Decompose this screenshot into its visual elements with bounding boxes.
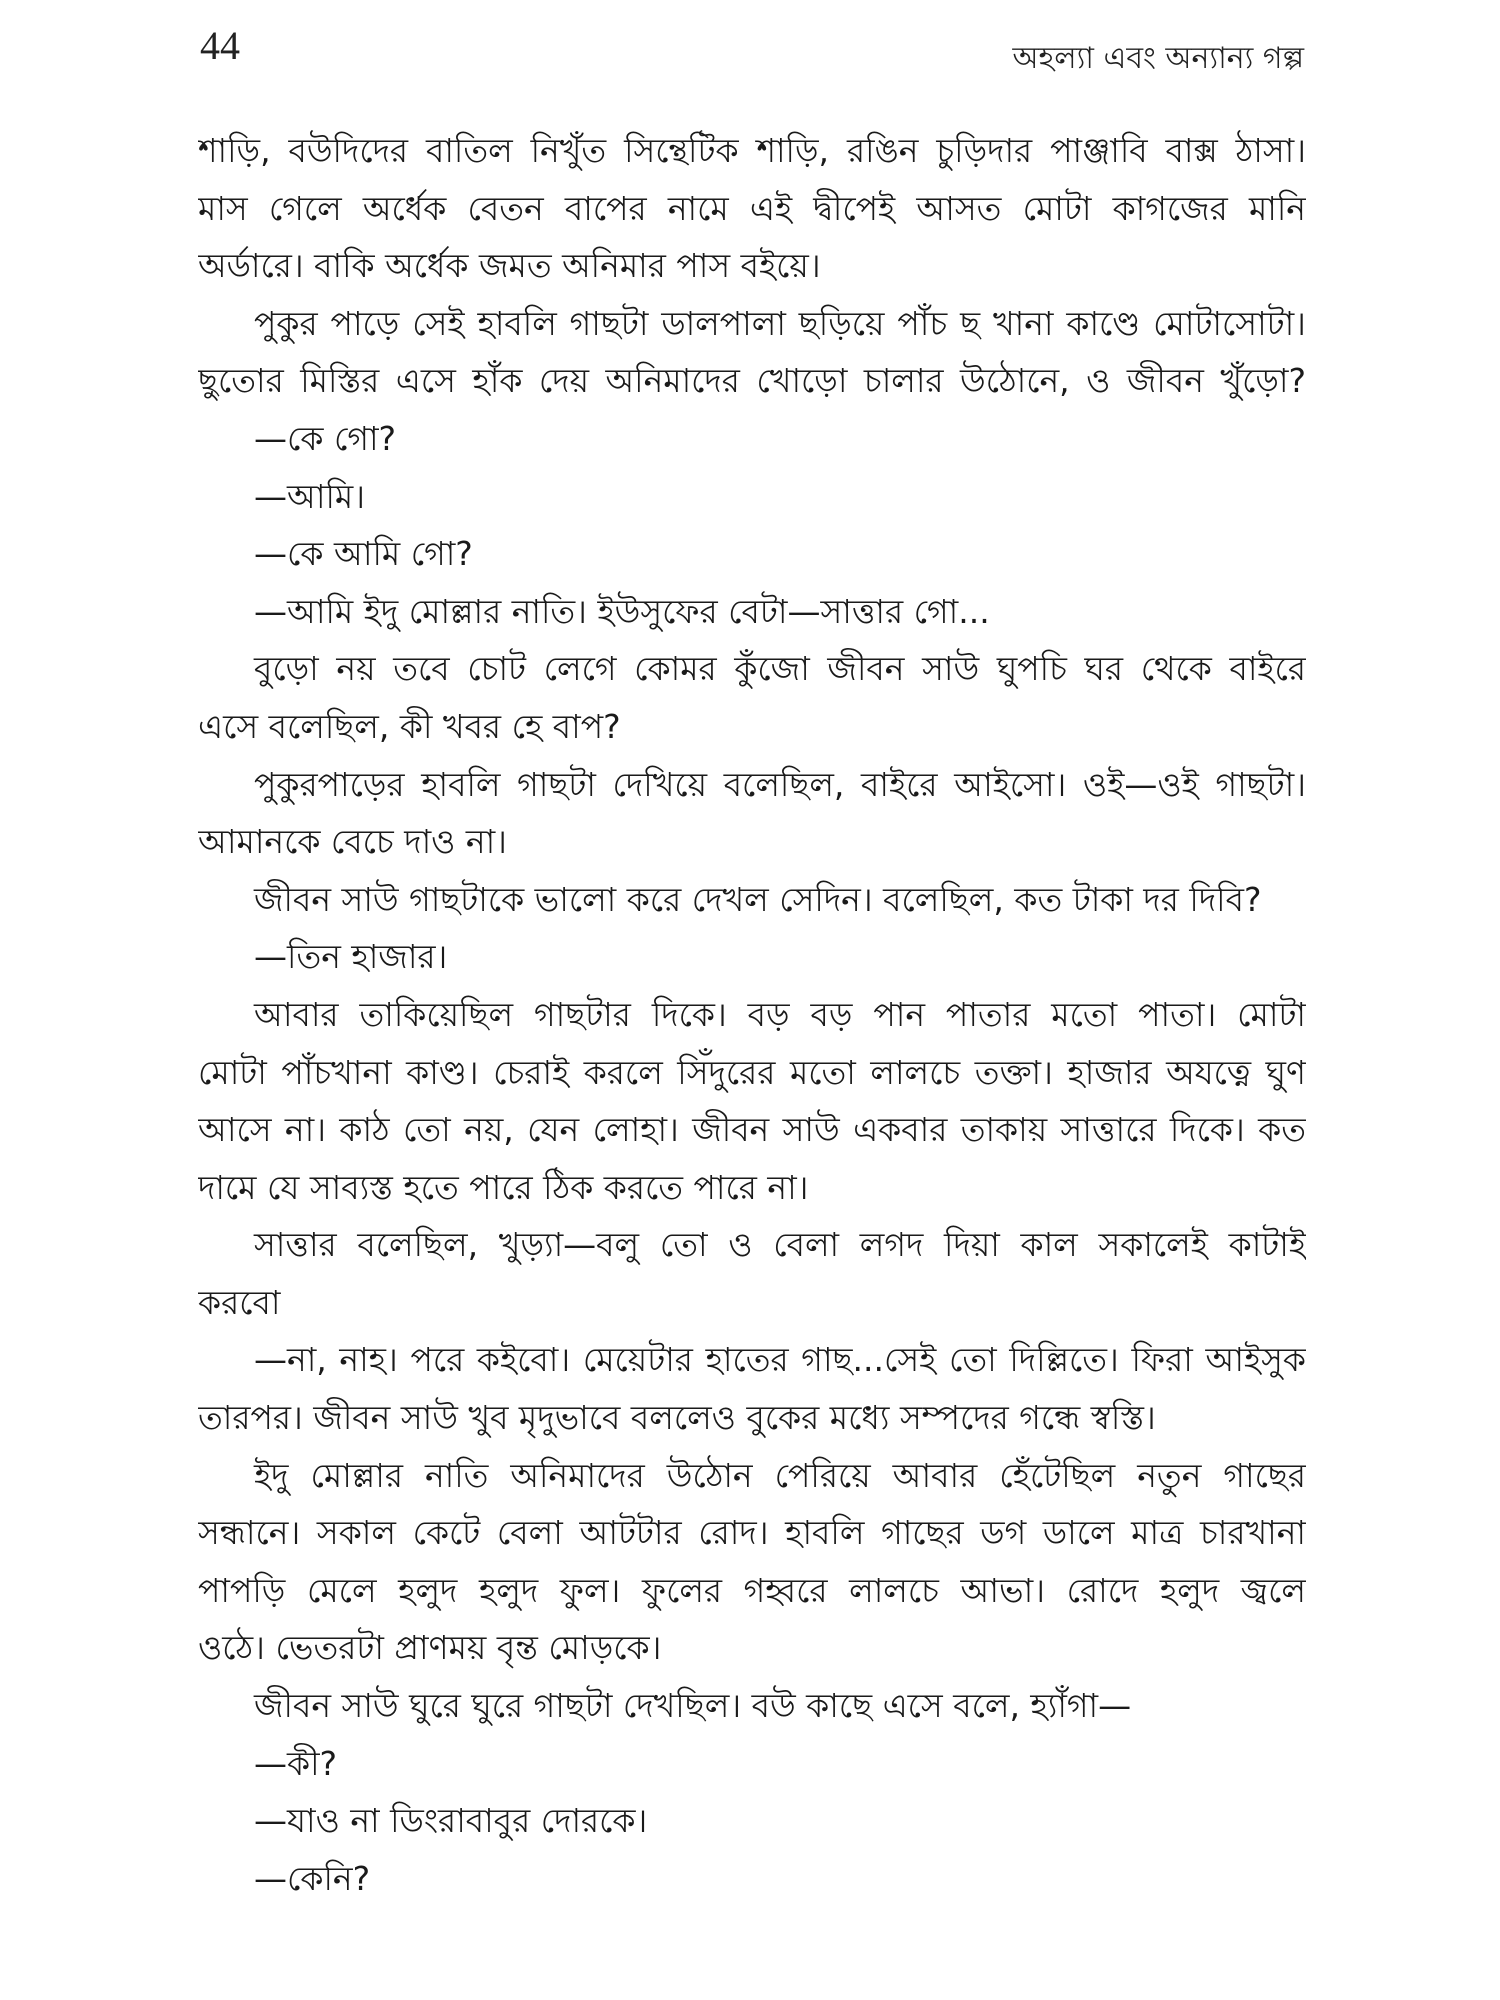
text-line: ইদু মোল্লার নাতি অনিমাদের উঠোন পেরিয়ে আবার হেঁটেছিল নতুন গাছের — [254, 1455, 1306, 1495]
text-line: দামে যে সাব্যস্ত হতে পারে ঠিক করতে পারে না। — [198, 1167, 809, 1207]
text-line: করবো — [198, 1282, 281, 1322]
body-text — [198, 122, 1306, 1907]
text-line: সাত্তার বলেছিল, খুড়্যা—বলু তো ও বেলা লগদ দিয়া কাল সকালেই কাটাই — [254, 1225, 1306, 1265]
page-number: 44 — [200, 23, 240, 68]
text-line: বুড়ো নয় তবে চোট লেগে কোমর কুঁজো জীবন সাউ ঘুপচি ঘর থেকে বাইরে — [254, 649, 1306, 689]
text-line: শাড়ি, বউদিদের বাতিল নিখুঁত সিন্থেটিক শাড়ি, রঙিন চুড়িদার পাঞ্জাবি বাক্স ঠাসা। — [198, 131, 1306, 170]
text-line: জীবন সাউ ঘুরে ঘুরে গাছটা দেখছিল। বউ কাছে এসে বলে, হ্যাঁগা— — [254, 1686, 1132, 1726]
text-line: আসে না। কাঠ তো নয়, যেন লোহা। জীবন সাউ একবার তাকায় সাত্তারে দিকে। কত — [198, 1110, 1306, 1150]
text-line: মাস গেলে অর্ধেক বেতন বাপের নামে এই দ্বীপেই আসত মোটা কাগজের মানি — [198, 188, 1306, 228]
text-line: —কে গো? — [254, 418, 397, 458]
text-line: ওঠে। ভেতরটা প্রাণময় বৃন্ত মোড়কে। — [198, 1628, 662, 1668]
text-line: পুকুরপাড়ের হাবলি গাছটা দেখিয়ে বলেছিল, বাইরে আইসো। ওই—ওই গাছটা। — [254, 764, 1306, 804]
text-line: —কী? — [254, 1743, 338, 1783]
text-line: অর্ডারে। বাকি অর্ধেক জমত অনিমার পাস বইয়ে। — [198, 246, 821, 286]
text-line: —তিন হাজার। — [254, 937, 448, 977]
text-line: তারপর। জীবন সাউ খুব মৃদুভাবে বললেও বুকের মধ্যে সম্পদের গন্ধে স্বস্তি। — [198, 1398, 1156, 1438]
text-line: পাপড়ি মেলে হলুদ হলুদ ফুল। ফুলের গহ্বরে লালচে আভা। রোদে হলুদ জ্বলে — [198, 1570, 1306, 1610]
running-title: অহল্যা এবং অন্যান্য গল্প — [1012, 41, 1304, 76]
text-line: আবার তাকিয়েছিল গাছটার দিকে। বড় বড় পান পাতার মতো পাতা। মোটা — [254, 994, 1306, 1034]
text-line: জীবন সাউ গাছটাকে ভালো করে দেখল সেদিন। বলেছিল, কত টাকা দর দিবি? — [254, 879, 1262, 919]
text-line: —আমি ইদু মোল্লার নাতি। ইউসুফের বেটা—সাত্তার গো... — [254, 591, 990, 631]
text-line: —কে আমি গো? — [254, 534, 473, 574]
text-line: —আমি। — [254, 476, 366, 516]
text-line: পুকুর পাড়ে সেই হাবলি গাছটা ডালপালা ছড়িয়ে পাঁচ ছ খানা কাণ্ডে মোটাসোটা। — [254, 303, 1306, 343]
text-line: —কেনি? — [254, 1858, 371, 1898]
text-line: আমানকে বেচে দাও না। — [198, 822, 507, 862]
text-line: —যাও না ডিংরাবাবুর দোরকে। — [254, 1801, 648, 1841]
text-line: —না, নাহ। পরে কইবো। মেয়েটার হাতের গাছ...সেই তো দিল্লিতে। ফিরা আইসুক — [254, 1340, 1306, 1380]
text-line: ছুতোর মিস্তির এসে হাঁক দেয় অনিমাদের খোড়ো চালার উঠোনে, ও জীবন খুঁড়ো? — [198, 361, 1306, 401]
text-line: মোটা পাঁচখানা কাণ্ড। চেরাই করলে সিঁদুরের মতো লালচে তক্তা। হাজার অযত্নে ঘুণ — [198, 1052, 1306, 1092]
text-line: এসে বলেছিল, কী খবর হে বাপ? — [198, 706, 621, 746]
text-line: সন্ধানে। সকাল কেটে বেলা আটটার রোদ। হাবলি গাছের ডগ ডালে মাত্র চারখানা — [198, 1513, 1306, 1553]
